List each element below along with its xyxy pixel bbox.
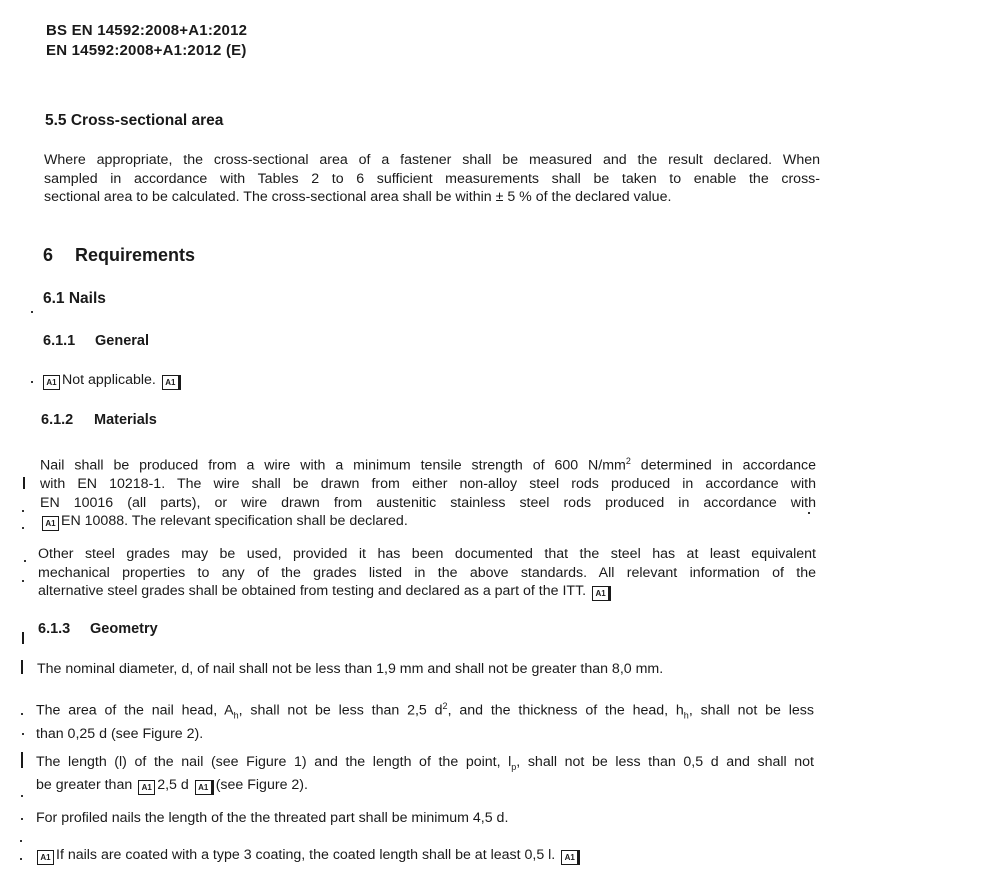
text-segment: The area of the nail head, A [36,702,234,719]
margin-mark [24,560,26,562]
margin-change-bar [23,477,25,489]
amendment-end-icon: A1 [561,850,580,865]
text-segment: , shall not be less [688,702,814,719]
geometry-paragraph-3 [36,753,814,795]
text-line: Other steel grades may be used, provided it has been documented that the steel has at least equivalent [38,546,816,562]
section-6-1-3-heading: Geometry [90,621,158,637]
margin-mark [808,512,810,514]
margin-mark [21,713,23,715]
text-segment: alternative steel grades shall be obtained from testing and declared as a part of the ITT. [38,583,587,599]
section-6-1-2-number: 6.1.2 [41,412,74,428]
text-line: sectional area to be calculated. The cross-sectional area shall be within ± 5 % of the declared value. [44,189,672,205]
section-6-number: 6 [43,245,54,265]
amendment-start-icon: A1 [138,780,155,795]
text-line [38,582,816,601]
section-5-5-heading: 5.5 Cross-sectional area [45,112,224,129]
margin-mark [21,818,23,820]
margin-mark [22,733,24,735]
section-6-1-1-number: 6.1.1 [43,333,76,349]
amendment-end-icon: A1 [162,375,181,390]
geometry-paragraph-2 [36,697,814,744]
margin-change-bar [22,632,24,644]
text-line [36,753,814,776]
text-line: than 0,25 d (see Figure 2). [36,726,204,743]
text-segment: The length (l) of the nail (see Figure 1) and the length of the point, l [36,754,512,770]
text-segment: (see Figure 2). [215,777,308,794]
margin-mark [31,381,33,383]
text-line [36,776,814,795]
text-segment: 2,5 d [157,777,189,794]
text-line [36,697,814,725]
text-segment: , shall not be less than 2,5 d [238,702,443,719]
text-segment: , and the thickness of the head, h [447,702,684,719]
superscript: 2 [625,456,631,466]
margin-mark [20,840,22,842]
amendment-end-icon: A1 [195,780,214,795]
amendment-end-icon: A1 [592,586,611,601]
subscript: p [511,761,517,772]
superscript: 2 [442,701,448,711]
margin-mark [21,795,23,797]
margin-mark [22,510,24,512]
text-line: sampled in accordance with Tables 2 to 6 sufficient measurements shall be taken to enable the cross- [44,170,820,187]
text-line: EN 10016 (all parts), or wire drawn from austenitic stainless steel rods produced in accordance with [40,494,816,511]
margin-mark [20,858,22,860]
text-line: with EN 10218-1. The wire shall be drawn from either non-alloy steel rods produced in accordance with [40,476,816,493]
text-line: mechanical properties to any of the grades listed in the above standards. All relevant information of the [38,564,816,581]
geometry-paragraph-4: For profiled nails the length of the the threated part shall be minimum 4,5 d. [36,810,509,826]
subscript: h [683,710,689,721]
margin-change-bar [21,752,23,768]
amendment-start-icon: A1 [37,850,54,865]
geometry-paragraph-5 [35,846,815,865]
text-line [40,452,816,475]
not-applicable-text: Not applicable. [62,372,156,388]
section-6-1-heading: 6.1 Nails [43,290,106,307]
text-segment: , shall not be less than 0,5 d and shall not [516,754,814,770]
section-6-1-2-heading: Materials [94,412,157,428]
subscript: h [233,710,239,721]
section-5-5-paragraph [44,151,820,207]
amendment-start-icon: A1 [42,516,59,531]
text-segment: be greater than [36,777,133,794]
section-6-1-1-text [41,371,183,390]
text-segment: EN 10088. The relevant specification shall be declared. [61,513,408,530]
text-segment: determined in accordance [630,457,816,474]
margin-mark [31,311,33,313]
standard-reference-en: EN 14592:2008+A1:2012 (E) [46,42,247,59]
margin-mark [22,580,24,582]
section-6-1-3-number: 6.1.3 [38,621,71,637]
text-segment: If nails are coated with a type 3 coating, the coated length shall be at least 0,5 l. [56,847,556,863]
amendment-start-icon: A1 [43,375,60,390]
standard-reference: BS EN 14592:2008+A1:2012 [46,22,248,39]
margin-change-bar [21,660,23,674]
geometry-paragraph-1: The nominal diameter, d, of nail shall not be less than 1,9 mm and shall not be greater than 8,0 mm. [37,661,664,677]
materials-paragraph-1 [40,452,816,531]
materials-paragraph-2 [38,545,816,601]
section-6-1-1-heading: General [95,333,149,349]
margin-mark [22,527,24,529]
section-6-heading: Requirements [75,245,196,265]
text-segment: Nail shall be produced from a wire with a minimum tensile strength of 600 N/mm [40,457,626,474]
text-line [40,512,816,531]
text-line: Where appropriate, the cross-sectional area of a fastener shall be measured and the result declared. When [44,152,820,168]
